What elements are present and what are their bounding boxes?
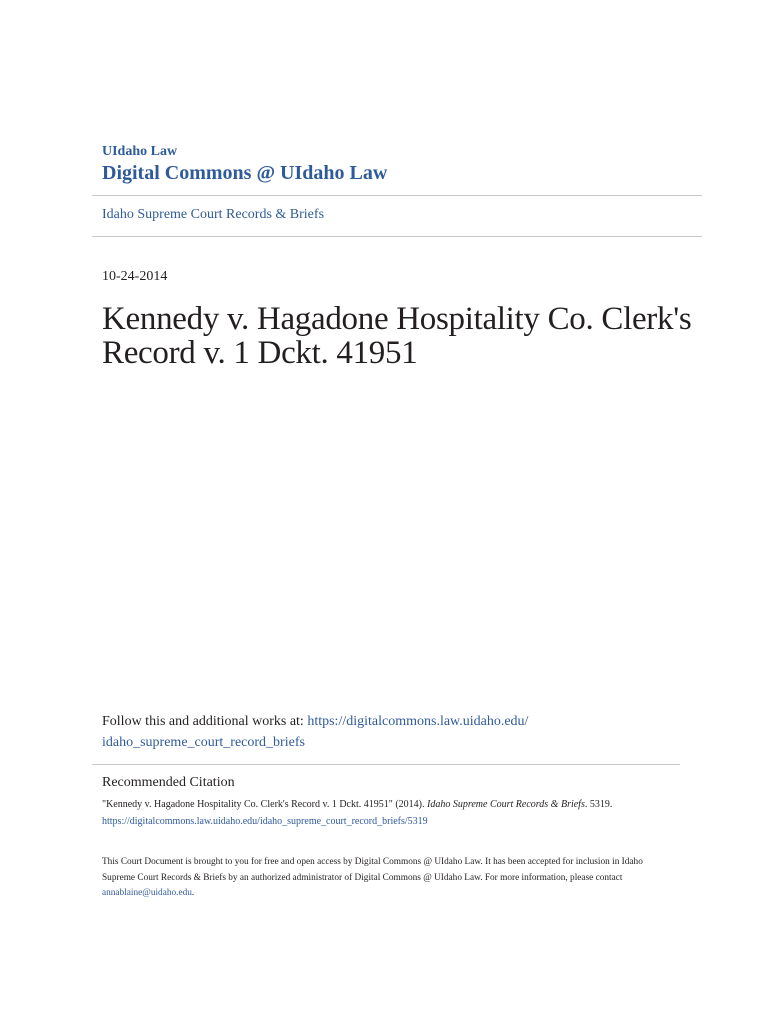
citation-main: "Kennedy v. Hagadone Hospitality Co. Clerk's Record v. 1 Dckt. 41951" (2014). xyxy=(102,799,427,810)
divider-top xyxy=(92,195,702,196)
citation-block xyxy=(102,796,702,830)
divider-collection xyxy=(92,236,702,237)
citation-number: . 5319. xyxy=(584,799,613,810)
publication-date: 10-24-2014 xyxy=(102,269,168,284)
follow-section xyxy=(102,711,662,753)
repository-name[interactable]: Digital Commons @ UIdaho Law xyxy=(102,162,388,184)
access-notice xyxy=(102,855,662,902)
contact-email-link[interactable]: annablaine@uidaho.edu xyxy=(102,888,192,898)
notice-text: This Court Document is brought to you for free and open access by Digital Commons @ UIdaho Law. It has been accepted for inclusion in Idaho Supreme Court Records & Briefs by an authorized administrator of Digital Commons @ UIdaho Law. For more information, please contact xyxy=(102,857,643,883)
follow-url-line1[interactable]: https://digitalcommons.law.uidaho.edu/ xyxy=(307,714,529,729)
notice-end: . xyxy=(191,888,195,898)
citation-url-link[interactable]: https://digitalcommons.law.uidaho.edu/idaho_supreme_court_record_briefs/5319 xyxy=(102,816,428,827)
collection-link[interactable]: Idaho Supreme Court Records & Briefs xyxy=(102,207,325,222)
follow-url-line2[interactable]: idaho_supreme_court_record_briefs xyxy=(102,735,305,750)
recommended-citation-heading: Recommended Citation xyxy=(102,775,235,790)
document-title: Kennedy v. Hagadone Hospitality Co. Clerk's Record v. 1 Dckt. 41951 xyxy=(102,301,692,371)
institution-short-name: UIdaho Law xyxy=(102,144,178,159)
follow-prefix: Follow this and additional works at: xyxy=(102,714,308,729)
citation-series: Idaho Supreme Court Records & Briefs xyxy=(427,799,585,810)
divider-citation xyxy=(92,764,680,765)
